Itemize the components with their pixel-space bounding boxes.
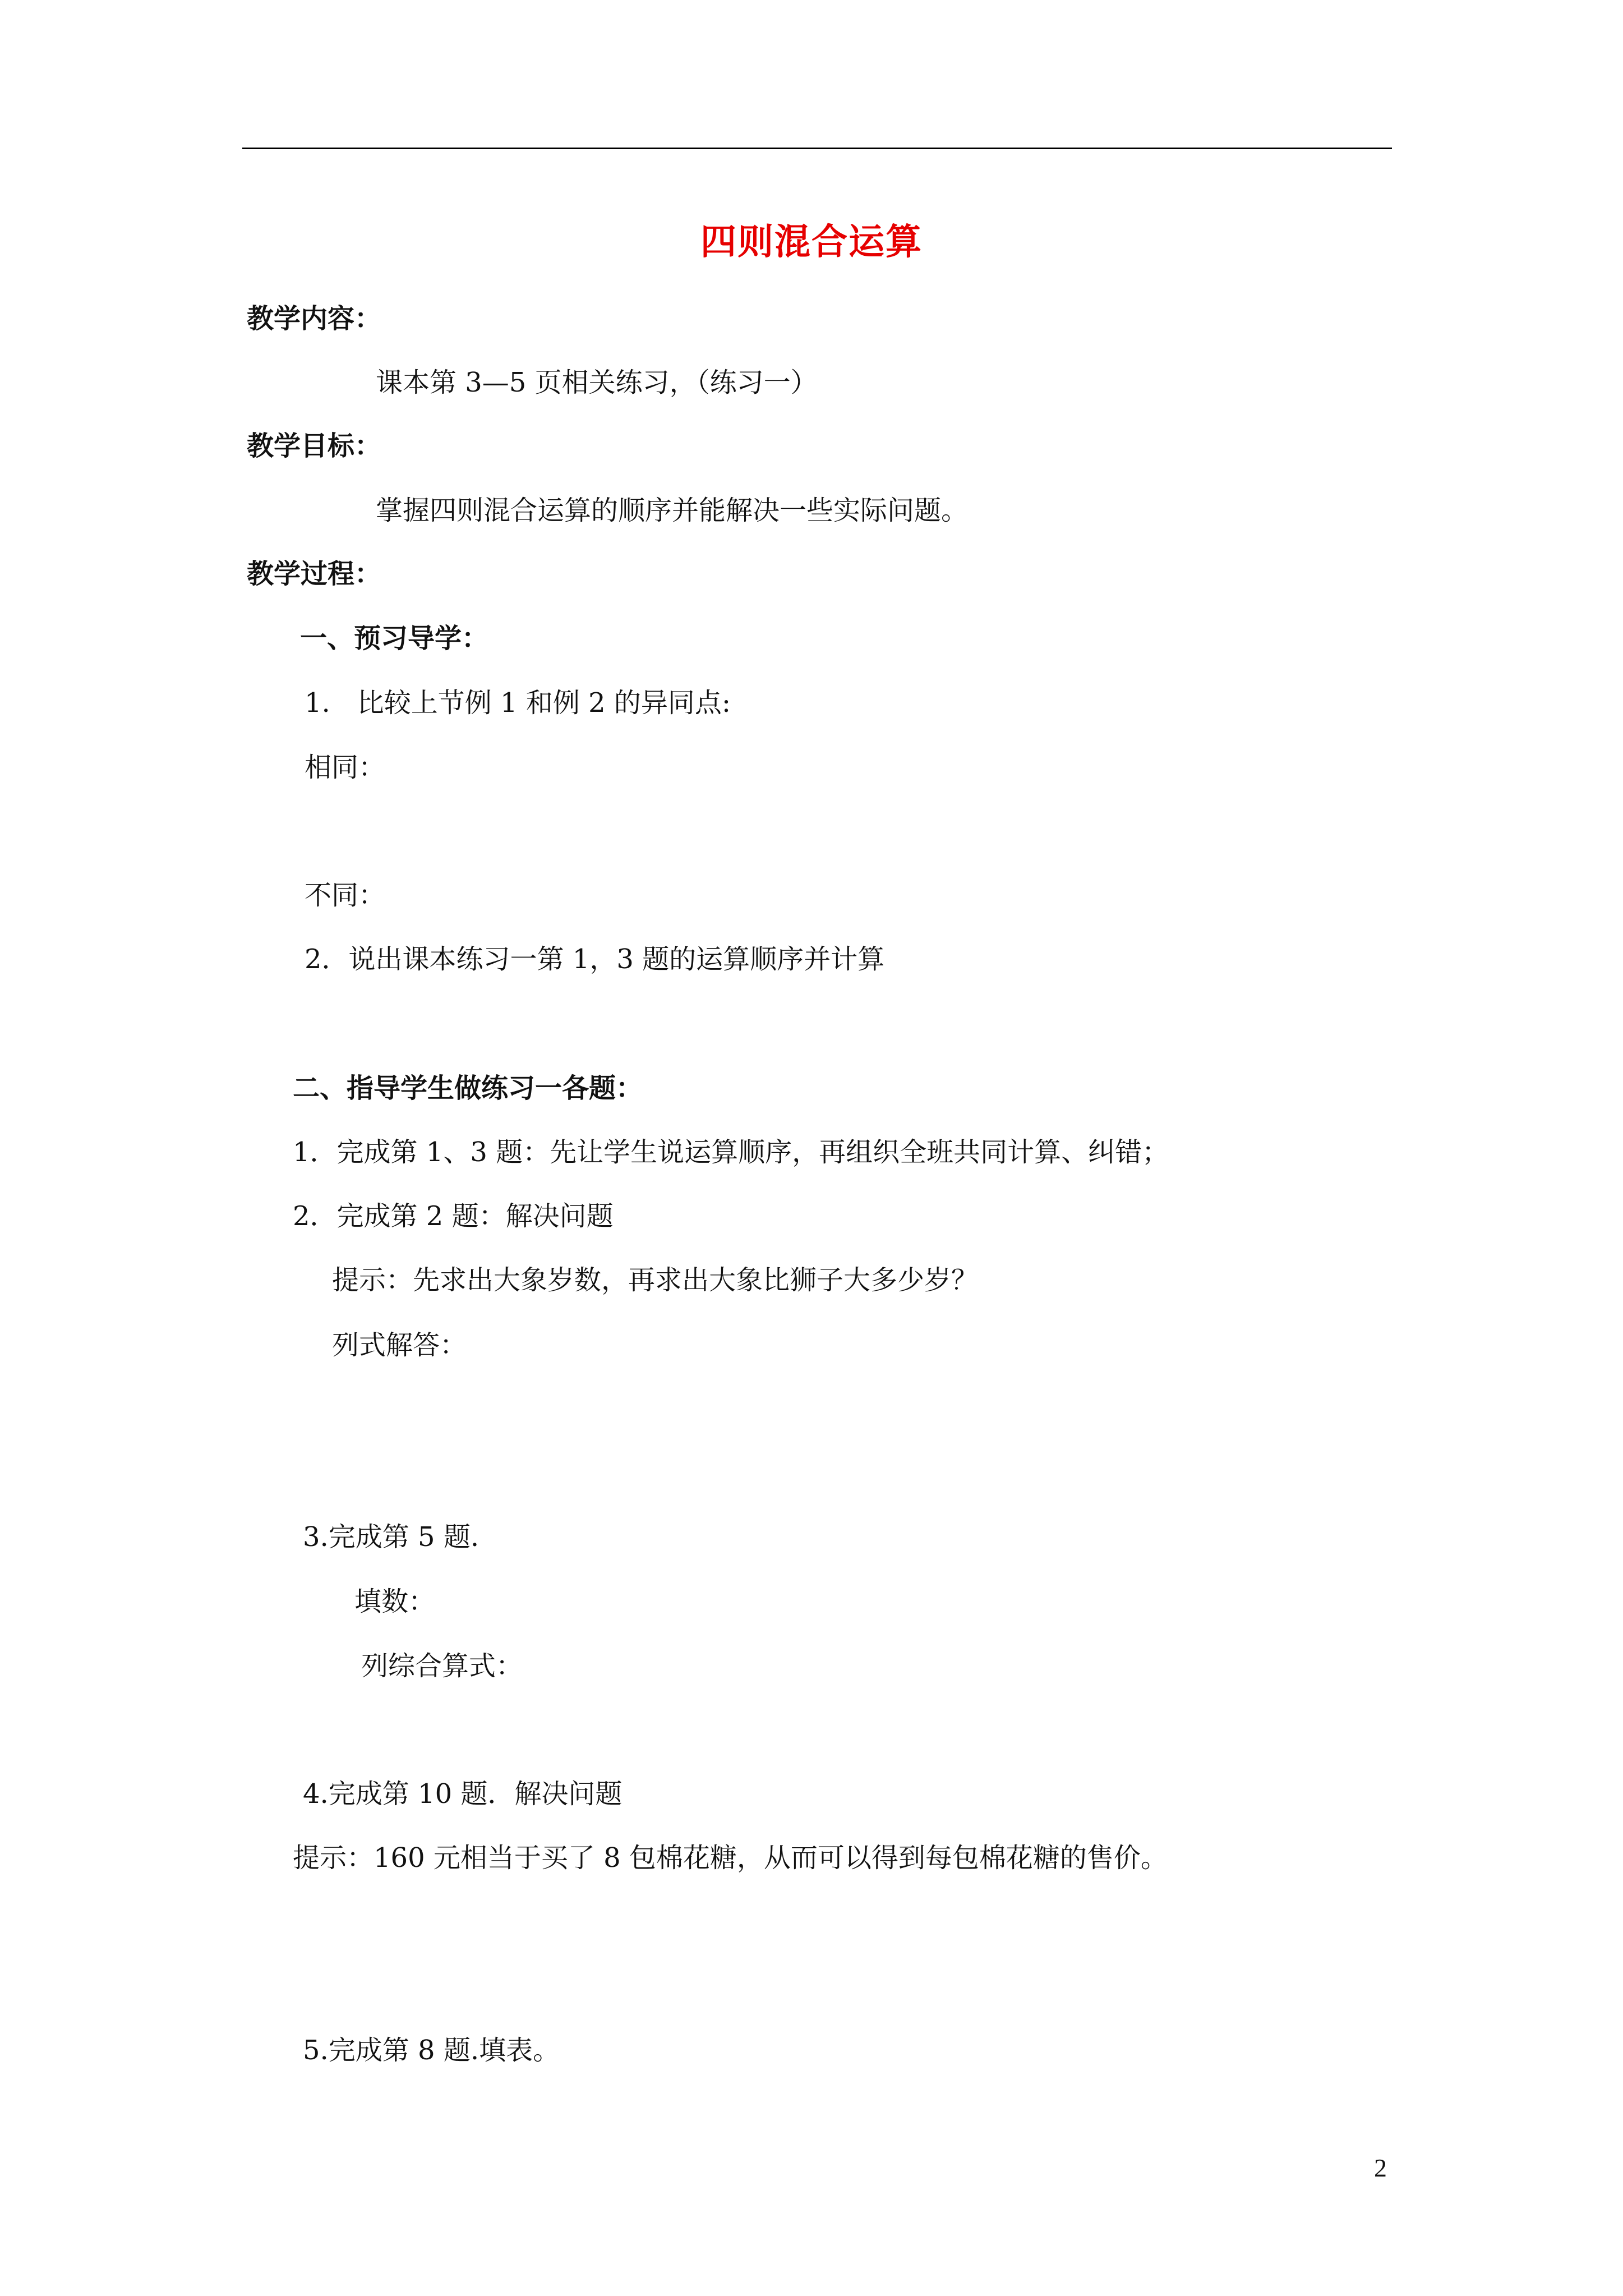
s2-item2-answer: 列式解答： bbox=[332, 1329, 467, 1361]
s2-item2-hint: 提示：先求出大象岁数，再求出大象比狮子大多少岁？ bbox=[332, 1264, 979, 1296]
s2-item5: 5.完成第 8 题.填表。 bbox=[303, 2035, 560, 2066]
s2-item3-formula: 列综合算式： bbox=[361, 1650, 523, 1682]
header-rule bbox=[242, 148, 1392, 149]
content-text: 课本第 3—5 页相关练习，（练习一） bbox=[376, 367, 818, 398]
s1-item2: 2．说出课本练习一第 1，3 题的运算顺序并计算 bbox=[305, 944, 885, 975]
goal-text: 掌握四则混合运算的顺序并能解决一些实际问题。 bbox=[376, 495, 969, 526]
s1-same: 相同： bbox=[305, 752, 386, 783]
document-title: 四则混合运算 bbox=[700, 221, 923, 263]
process-heading: 教学过程： bbox=[247, 558, 382, 590]
s2-item1: 1．完成第 1、3 题：先让学生说运算顺序，再组织全班共同计算、纠错； bbox=[293, 1137, 1169, 1168]
s2-item2: 2．完成第 2 题：解决问题 bbox=[293, 1200, 614, 1232]
s2-item3-fill: 填数： bbox=[354, 1586, 436, 1617]
s2-item4-hint: 提示：160 元相当于买了 8 包棉花糖，从而可以得到每包棉花糖的售价。 bbox=[293, 1842, 1168, 1874]
goal-heading: 教学目标： bbox=[247, 430, 382, 462]
s1-diff: 不同： bbox=[305, 880, 386, 911]
section1-heading: 一、预习导学： bbox=[300, 623, 489, 654]
content-heading: 教学内容： bbox=[247, 303, 382, 334]
s2-item4: 4.完成第 10 题．解决问题 bbox=[303, 1778, 623, 1810]
section2-heading: 二、指导学生做练习一各题： bbox=[293, 1073, 643, 1104]
page-number: 2 bbox=[1374, 2154, 1387, 2182]
s1-item1: 1. 比较上节例 1 和例 2 的异同点: bbox=[305, 687, 731, 719]
s2-item3: 3.完成第 5 题. bbox=[303, 1521, 479, 1553]
